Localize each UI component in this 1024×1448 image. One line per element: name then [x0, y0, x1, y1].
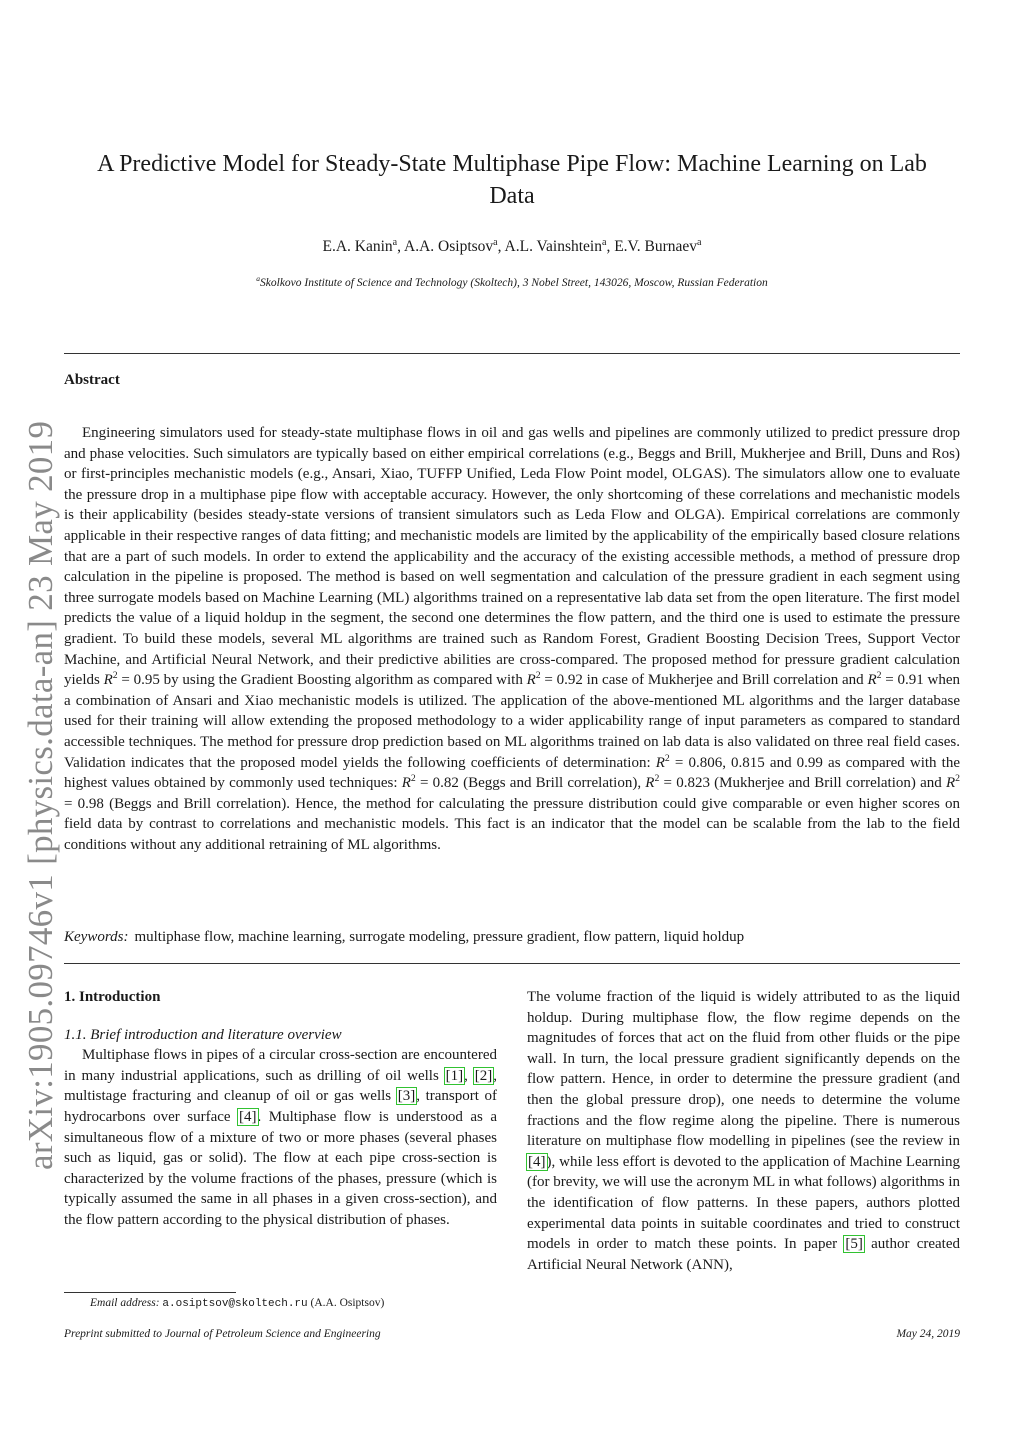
- keywords-label: Keywords:: [64, 929, 129, 945]
- text-run: Multiphase flows in pipes of a circular cross-section are encountered in many industrial applications, such as drilling of oil wells: [64, 1047, 497, 1084]
- author-name: E.V. Burnaev: [614, 238, 698, 255]
- citation-link[interactable]: [5]: [845, 1236, 863, 1253]
- author-affiliation-mark: a: [697, 236, 702, 248]
- math-superscript: 2: [410, 773, 416, 785]
- citation-link[interactable]: [2]: [474, 1067, 493, 1084]
- text-run: author created Artificial Neural Network (ANN),: [527, 1236, 960, 1273]
- affiliation-text: Skolkovo Institute of Science and Technology (Skoltech), 3 Nobel Street, 143026, Moscow, Russian Federation: [260, 277, 768, 289]
- math-symbol: R: [645, 775, 655, 792]
- author-separator: ,: [497, 238, 505, 255]
- text-run: = 0.98 (Beggs and Brill correlation). Hence, the method for calculating the pressure distribution could give comparable or even higher scores on field data by contrast to correlations and mechanistic models. This fact is an indicator that the model can be scalable from the lab to the field conditions without any additional retraining of ML algorithms.: [64, 795, 960, 853]
- footer-journal: Preprint submitted to Journal of Petroleum Science and Engineering: [64, 1328, 381, 1340]
- top-divider: [64, 353, 960, 354]
- text-run: = 0.91 when a combination of Ansari and Xiao mechanistic models is utilized. The application of the above-mentioned ML algorithms and the larger database used for their training will allow extending the proposed methodology to a wider applicability range of input parameters as compared to standard accessible techniques. The method for pressure drop prediction based on ML algorithms trained on lab data is also validated on three real field cases. Validation indicates that the proposed model yields the following coefficients of determination:: [64, 672, 960, 771]
- citation-link[interactable]: [1]: [445, 1067, 464, 1084]
- math-superscript: 2: [535, 670, 541, 682]
- citation-link[interactable]: [4]: [239, 1108, 257, 1125]
- author-affiliation-mark: a: [392, 236, 398, 248]
- arxiv-id: arXiv:1905.09746v1 [physics.data-an] 23 May 2019: [21, 420, 60, 1170]
- math-superscript: 2: [664, 752, 670, 764]
- left-column: [64, 987, 497, 1231]
- paper-title: A Predictive Model for Steady-State Multiphase Pipe Flow: Machine Learning on Lab Data: [97, 151, 927, 209]
- footnote-name: (A.A. Osiptsov): [310, 1297, 385, 1309]
- text-run: The volume fraction of the liquid is widely attributed to as the liquid holdup. During multiphase flow, the flow regime depends on the magnitudes of forces that act on the fluid from other fluids or the pipe wall. In turn, the local pressure gradient significantly depends on the flow pattern. Hence, in order to determine the pressure gradient (and then the global pressure drop), one needs to determine the volume fractions and the flow regime along the pipeline. There is numerous literature on multiphase flow modelling in pipelines (see the review in: [527, 989, 960, 1150]
- intro-paragraph: [64, 1045, 497, 1230]
- math-superscript: 2: [955, 773, 960, 785]
- text-run: ,: [464, 1067, 474, 1084]
- math-symbol: R: [103, 672, 113, 689]
- citation-link[interactable]: [4]: [528, 1153, 546, 1170]
- affiliation: [100, 274, 924, 289]
- author-name: A.A. Osiptsov: [404, 238, 494, 255]
- text-run: = 0.92 in case of Mukherjee and Brill correlation and: [540, 672, 868, 689]
- abstract-divider: [64, 963, 960, 964]
- math-symbol: R: [526, 672, 536, 689]
- math-superscript: 2: [112, 670, 118, 682]
- text-run: ), while less effort is devoted to the application of Machine Learning (for brevity, we will use the acronym ML in what follows) algorithms in the identification of flow patterns. In these papers, authors plotted experimental data points in suitable coordinates and tried to construct models in order to match these points. In paper: [527, 1153, 960, 1253]
- footnote-divider: [64, 1292, 236, 1293]
- author-name: E.A. Kanin: [322, 238, 393, 255]
- citation-link[interactable]: [3]: [397, 1088, 416, 1105]
- author-affiliation-mark: a: [493, 236, 498, 248]
- author-list: [100, 238, 924, 256]
- keywords: [64, 929, 960, 946]
- math-symbol: R: [945, 775, 956, 792]
- text-run: , multistage fracturing and cleanup of oil or gas wells: [64, 1067, 498, 1105]
- subsection-heading: 1.1. Brief introduction and literature overview: [64, 1026, 342, 1043]
- footnote: [90, 1297, 384, 1310]
- text-run: = 0.806, 0.815 and 0.99 as compared with the highest values obtained by commonly used techniques:: [64, 754, 960, 792]
- author-separator: ,: [606, 238, 615, 255]
- text-run: . Multiphase flow is understood as a simultaneous flow of a mixture of two or more phases (several phases such as liquid, gas or solid). The flow at each pipe cross-section is characterized by the volume fractions of the phases, pressure (which is typically assumed the same in all phases in a given cross-section), and the flow pattern according to the physical distribution of phases.: [64, 1108, 497, 1228]
- author-affiliation-mark: a: [602, 236, 607, 248]
- text-run: = 0.95 by using the Gradient Boosting algorithm as compared with: [117, 672, 527, 689]
- keywords-text: multiphase flow, machine learning, surrogate modeling, pressure gradient, flow pattern, liquid holdup: [134, 929, 745, 945]
- text-run: = 0.823 (Mukherjee and Brill correlation) and: [659, 775, 946, 792]
- abstract-heading: Abstract: [64, 372, 120, 388]
- math-superscript: 2: [654, 773, 660, 785]
- text-run: , transport of hydrocarbons over surface: [64, 1088, 497, 1125]
- affiliation-mark: a: [256, 274, 261, 284]
- footnote-label: Email address:: [90, 1297, 160, 1309]
- email-link[interactable]: a.osiptsov@skoltech.ru: [162, 1298, 308, 1310]
- author-name: A.L. Vainshtein: [504, 238, 602, 255]
- math-symbol: R: [867, 672, 877, 689]
- author-separator: ,: [397, 238, 405, 255]
- math-symbol: R: [401, 775, 411, 792]
- math-superscript: 2: [876, 670, 882, 682]
- text-run: Engineering simulators used for steady-state multiphase flows in oil and gas wells and pipelines are commonly utilized to predict pressure drop and phase velocities. Such simulators are typically based on either empirical correlations (e.g., Beggs and Brill, Mukherjee and Brill, Duns and Ros) or first-principles mechanistic models (e.g., Ansari, Xiao, TUFFP Unified, Leda Flow Point model, OLGAS). The simulators allow one to evaluate the pressure drop in a multiphase pipe flow with acceptable accuracy. However, the only shortcoming of these correlations and mechanistic models is their applicability (besides steady-state versions of transient simulators such as Leda Flow and OLGA). Empirical correlations are commonly applicable in their respective ranges of data fitting; and mechanistic models are limited by the applicability of the empirically based closure relations that are a part of such models. In order to extend the applicability and the accuracy of the existing accessible methods, a method of pressure drop calculation in the pipeline is proposed. The method is based on well segmentation and calculation of the pressure gradient in each segment using three surrogate models based on Machine Learning (ML) algorithms trained on a representative lab data set from the open literature. The first model predicts the value of a liquid holdup in the segment, the second one determines the flow pattern, and the third one is used to estimate the pressure gradient. To build these models, several ML algorithms are trained such as Random Forest, Gradient Boosting Decision Trees, Support Vector Machine, and Artificial Neural Network, and their predictive abilities are cross-compared. The proposed method for pressure gradient calculation yields: [64, 425, 960, 689]
- abstract-body: [64, 423, 960, 855]
- section-heading: 1. Introduction: [64, 989, 161, 1005]
- math-symbol: R: [655, 754, 665, 771]
- footer-date: May 24, 2019: [896, 1328, 960, 1340]
- right-column-paragraph: [527, 987, 960, 1275]
- text-run: = 0.82 (Beggs and Brill correlation),: [415, 775, 646, 792]
